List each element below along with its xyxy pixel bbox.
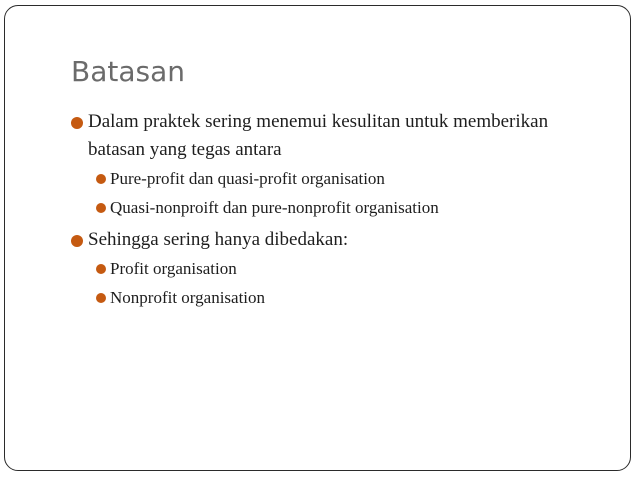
sub-bullet-icon	[96, 293, 106, 303]
sub-bullet-item	[110, 196, 439, 220]
bullet-text: Sehingga sering hanya dibedakan:	[88, 229, 349, 250]
bullet-icon	[71, 235, 83, 247]
sub-bullet-icon	[96, 174, 106, 184]
sub-bullet-icon	[96, 264, 106, 274]
sub-bullet-item	[110, 167, 385, 191]
bullet-item	[88, 226, 348, 254]
sub-bullet-item	[110, 286, 265, 310]
bullet-text: Dalam praktek sering menemui kesulitan untuk memberikan	[88, 111, 549, 132]
bullet-item	[88, 108, 548, 136]
sub-bullet-text: Quasi-nonproift dan pure-nonprofit organisation	[110, 198, 439, 217]
sub-bullet-text: Nonprofit organisation	[110, 288, 266, 307]
sub-bullet-text: Profit organisation	[110, 259, 237, 278]
sub-bullet-text: Pure-profit dan quasi-profit organisation	[110, 169, 385, 188]
sub-bullet-item	[110, 257, 237, 281]
slide-title: Batasan	[71, 55, 185, 88]
bullet-text-continuation: batasan yang tegas antara	[88, 139, 282, 160]
sub-bullet-icon	[96, 203, 106, 213]
bullet-icon	[71, 117, 83, 129]
